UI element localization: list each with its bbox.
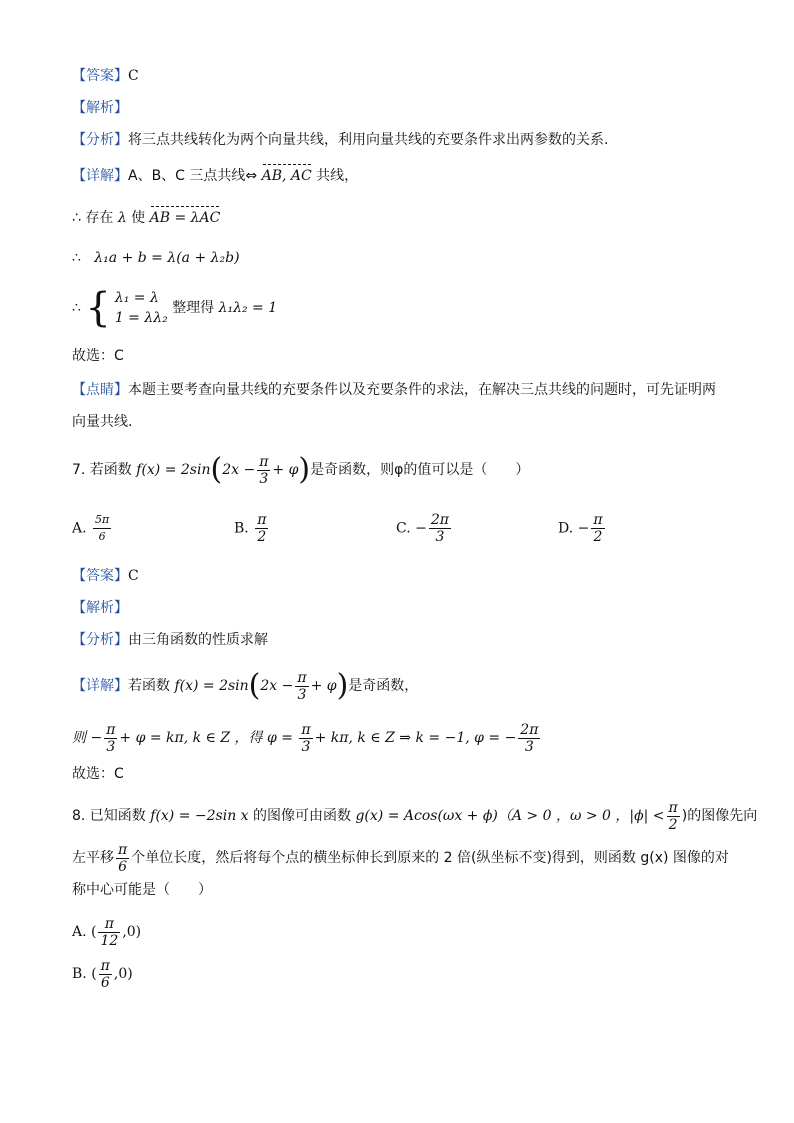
two-pi-over-3 (518, 722, 540, 755)
q7-option-a (72, 512, 113, 545)
q8-line2-text: 个单位长度，然后将每个点的横坐标伸长到原来的 2 倍(纵坐标不变)得到，则函数 g(x) 图像的对 (131, 850, 729, 866)
frac-num: π (106, 721, 116, 738)
frac-den: 3 (297, 686, 307, 703)
frac-den: 6 (98, 530, 106, 543)
pi-over-3 (299, 722, 312, 755)
analysis-tag: 【解析】 (72, 100, 128, 116)
step-3 (72, 285, 722, 331)
option-tail: ,0) (113, 966, 133, 982)
q7-option-d (558, 512, 607, 545)
step1-equation: AB = λAC (149, 210, 221, 226)
frac-num: 2π (520, 721, 539, 738)
answer-tag: 【答案】 (72, 568, 128, 584)
answer-value: C (128, 568, 139, 584)
step1-mid: 使 (131, 210, 146, 226)
frac-num: 2π (430, 512, 449, 528)
fenxi-tag: 【分析】 (72, 632, 128, 648)
step2-equation: λ₁a + b = λ(a + λ₂b) (94, 250, 240, 266)
xiangjie-suffix: 是奇函数， (348, 678, 419, 694)
q8-line2-prefix: 左平移 (72, 850, 114, 866)
q8-line-2 (72, 838, 729, 878)
frac-den: 2 (668, 816, 678, 833)
q7-inner-a: 2x − (222, 462, 256, 478)
xiangjie-text-2: 共线， (316, 168, 359, 184)
q7-option-b (234, 512, 270, 545)
pi-over-3 (295, 670, 308, 703)
dianjing-line-2: 向量共线. (72, 414, 133, 430)
frac-num: π (668, 799, 678, 816)
pi-over-6 (116, 842, 129, 875)
dianjing-line-1 (72, 380, 722, 400)
option-label: C. (396, 520, 411, 537)
frac-num: π (257, 512, 267, 528)
answer-tag: 【答案】 (72, 68, 128, 84)
q7-analysis-heading (72, 598, 722, 618)
option-frac (591, 512, 604, 545)
fenxi-text: 将三点共线转化为两个向量共线，利用向量共线的充要条件求出两参数的关系. (128, 132, 609, 148)
answer-value: C (128, 68, 139, 84)
option-frac (93, 512, 111, 545)
option-label: D. (558, 520, 574, 537)
frac-num: π (98, 916, 120, 933)
q6-choice: 故选：C (72, 348, 124, 364)
q8-g: g(x) = Acos(ωx + ϕ) (355, 808, 498, 824)
frac-num: π (118, 841, 128, 858)
q8-conditions: （A > 0 ，ω > 0 ，|ϕ| < (497, 808, 665, 824)
then-mid-2: + kπ, k ∈ Z ⇒ k = −1, φ = − (314, 730, 517, 746)
frac-num: π (100, 957, 110, 974)
frac-num: 5π (93, 512, 111, 529)
right-paren: ) (298, 452, 311, 487)
pi-over-2 (667, 800, 680, 833)
step3-mid: 整理得 (172, 300, 215, 316)
option-frac (255, 512, 268, 545)
q7-stem-suffix: 是奇函数，则φ的值可以是（ ） (310, 462, 530, 478)
xiangjie-prefix: 若函数 (128, 678, 170, 694)
q7-pi-over-3 (257, 454, 270, 487)
q7-inner-b: + φ (272, 462, 299, 478)
q8-prefix: 8. 已知函数 (72, 808, 146, 824)
frac-num: π (593, 512, 603, 528)
q8-mid: 的图像可由函数 (253, 808, 352, 824)
step1-lambda: λ (117, 210, 127, 226)
frac-num: π (301, 721, 311, 738)
right-paren: ) (336, 668, 349, 703)
system-line-2: 1 = λλ₂ (114, 310, 168, 326)
option-label: A. (72, 924, 87, 940)
q8-option-a: A. ( $\frac{\pi}{12}$ ,0) (72, 915, 142, 949)
q8-line1-tail: )的图像先向 (681, 808, 758, 824)
frac-den: 3 (259, 470, 269, 487)
system-line-1: λ₁ = λ (114, 290, 159, 306)
xiangjie-line (72, 166, 722, 186)
q8-f: f(x) = −2sin x (150, 808, 249, 824)
option-label: B. (72, 966, 87, 982)
option-tail: ,0) (122, 924, 142, 940)
step-1 (72, 208, 722, 228)
fenxi-tag: 【分析】 (72, 132, 128, 148)
q7-choice: 故选：C (72, 766, 124, 782)
vector-pair: AB, AC (261, 168, 312, 184)
inner-a: 2x − (260, 678, 294, 694)
frac-den: 2 (593, 529, 603, 545)
frac-den: 3 (301, 738, 311, 755)
frac-den: 12 (100, 932, 119, 949)
option-frac (98, 916, 120, 949)
q7-func-repeat: f(x) = 2sin (174, 678, 249, 694)
xiangjie-tag: 【详解】 (72, 168, 128, 184)
frac-den: 6 (118, 858, 128, 875)
frac-den: 2 (257, 529, 267, 545)
frac-den: 3 (524, 738, 534, 755)
step2-prefix: ∴ (72, 250, 81, 266)
then-mid-1: + φ = kπ, k ∈ Z ，得 φ = (119, 730, 293, 746)
q7-option-c (396, 512, 453, 545)
frac-den: 3 (106, 738, 116, 755)
xiangjie-text-1: A、B、C 三点共线⇔ (128, 168, 258, 184)
dianjing-tag: 【点睛】 (72, 382, 128, 398)
frac-num: π (259, 453, 269, 470)
inner-b: + φ (310, 678, 337, 694)
q7-options (72, 512, 722, 552)
option-sign: − (415, 520, 427, 537)
option-label: A. (72, 520, 87, 537)
q7-xiangjie-line (72, 666, 722, 706)
frac-num: π (297, 669, 307, 686)
q7-func: f(x) = 2sin (136, 462, 211, 478)
pi-over-3 (104, 722, 117, 755)
q7-answer-line (72, 566, 722, 586)
q8-line-3: 称中心可能是（ ） (72, 882, 212, 898)
q7-derivation (72, 718, 722, 758)
option-frac (429, 512, 451, 545)
step1-prefix: ∴ 存在 (72, 210, 114, 226)
frac-den: 3 (435, 529, 445, 545)
frac-den: 6 (100, 974, 110, 991)
q8-option-b: B. ( $\frac{\pi}{6}$ ,0) (72, 957, 133, 991)
analysis-heading (72, 98, 722, 118)
step3-prefix: ∴ (72, 300, 81, 316)
xiangjie-tag: 【详解】 (72, 678, 128, 694)
left-paren: ( (210, 452, 223, 487)
dianjing-text-1: 本题主要考查向量共线的充要条件以及充要条件的求法，在解决三点共线的问题时，可先证明两 (128, 382, 716, 398)
step3-result: λ₁λ₂ = 1 (218, 300, 278, 316)
q7-stem-prefix: 7. 若函数 (72, 462, 132, 478)
system-brace: { (85, 285, 111, 331)
fenxi-line (72, 130, 722, 150)
answer-line (72, 66, 722, 86)
step-2 (72, 248, 722, 268)
q8-line-1 (72, 796, 758, 836)
q7-fenxi-line (72, 630, 722, 650)
fenxi-text: 由三角函数的性质求解 (128, 632, 268, 648)
then-prefix: 则 − (72, 730, 103, 746)
left-paren: ( (248, 668, 261, 703)
option-sign: − (577, 520, 590, 537)
option-label: B. (234, 520, 249, 537)
option-frac (99, 958, 112, 991)
equation-system (115, 288, 168, 328)
q7-stem (72, 450, 722, 490)
analysis-tag: 【解析】 (72, 600, 128, 616)
